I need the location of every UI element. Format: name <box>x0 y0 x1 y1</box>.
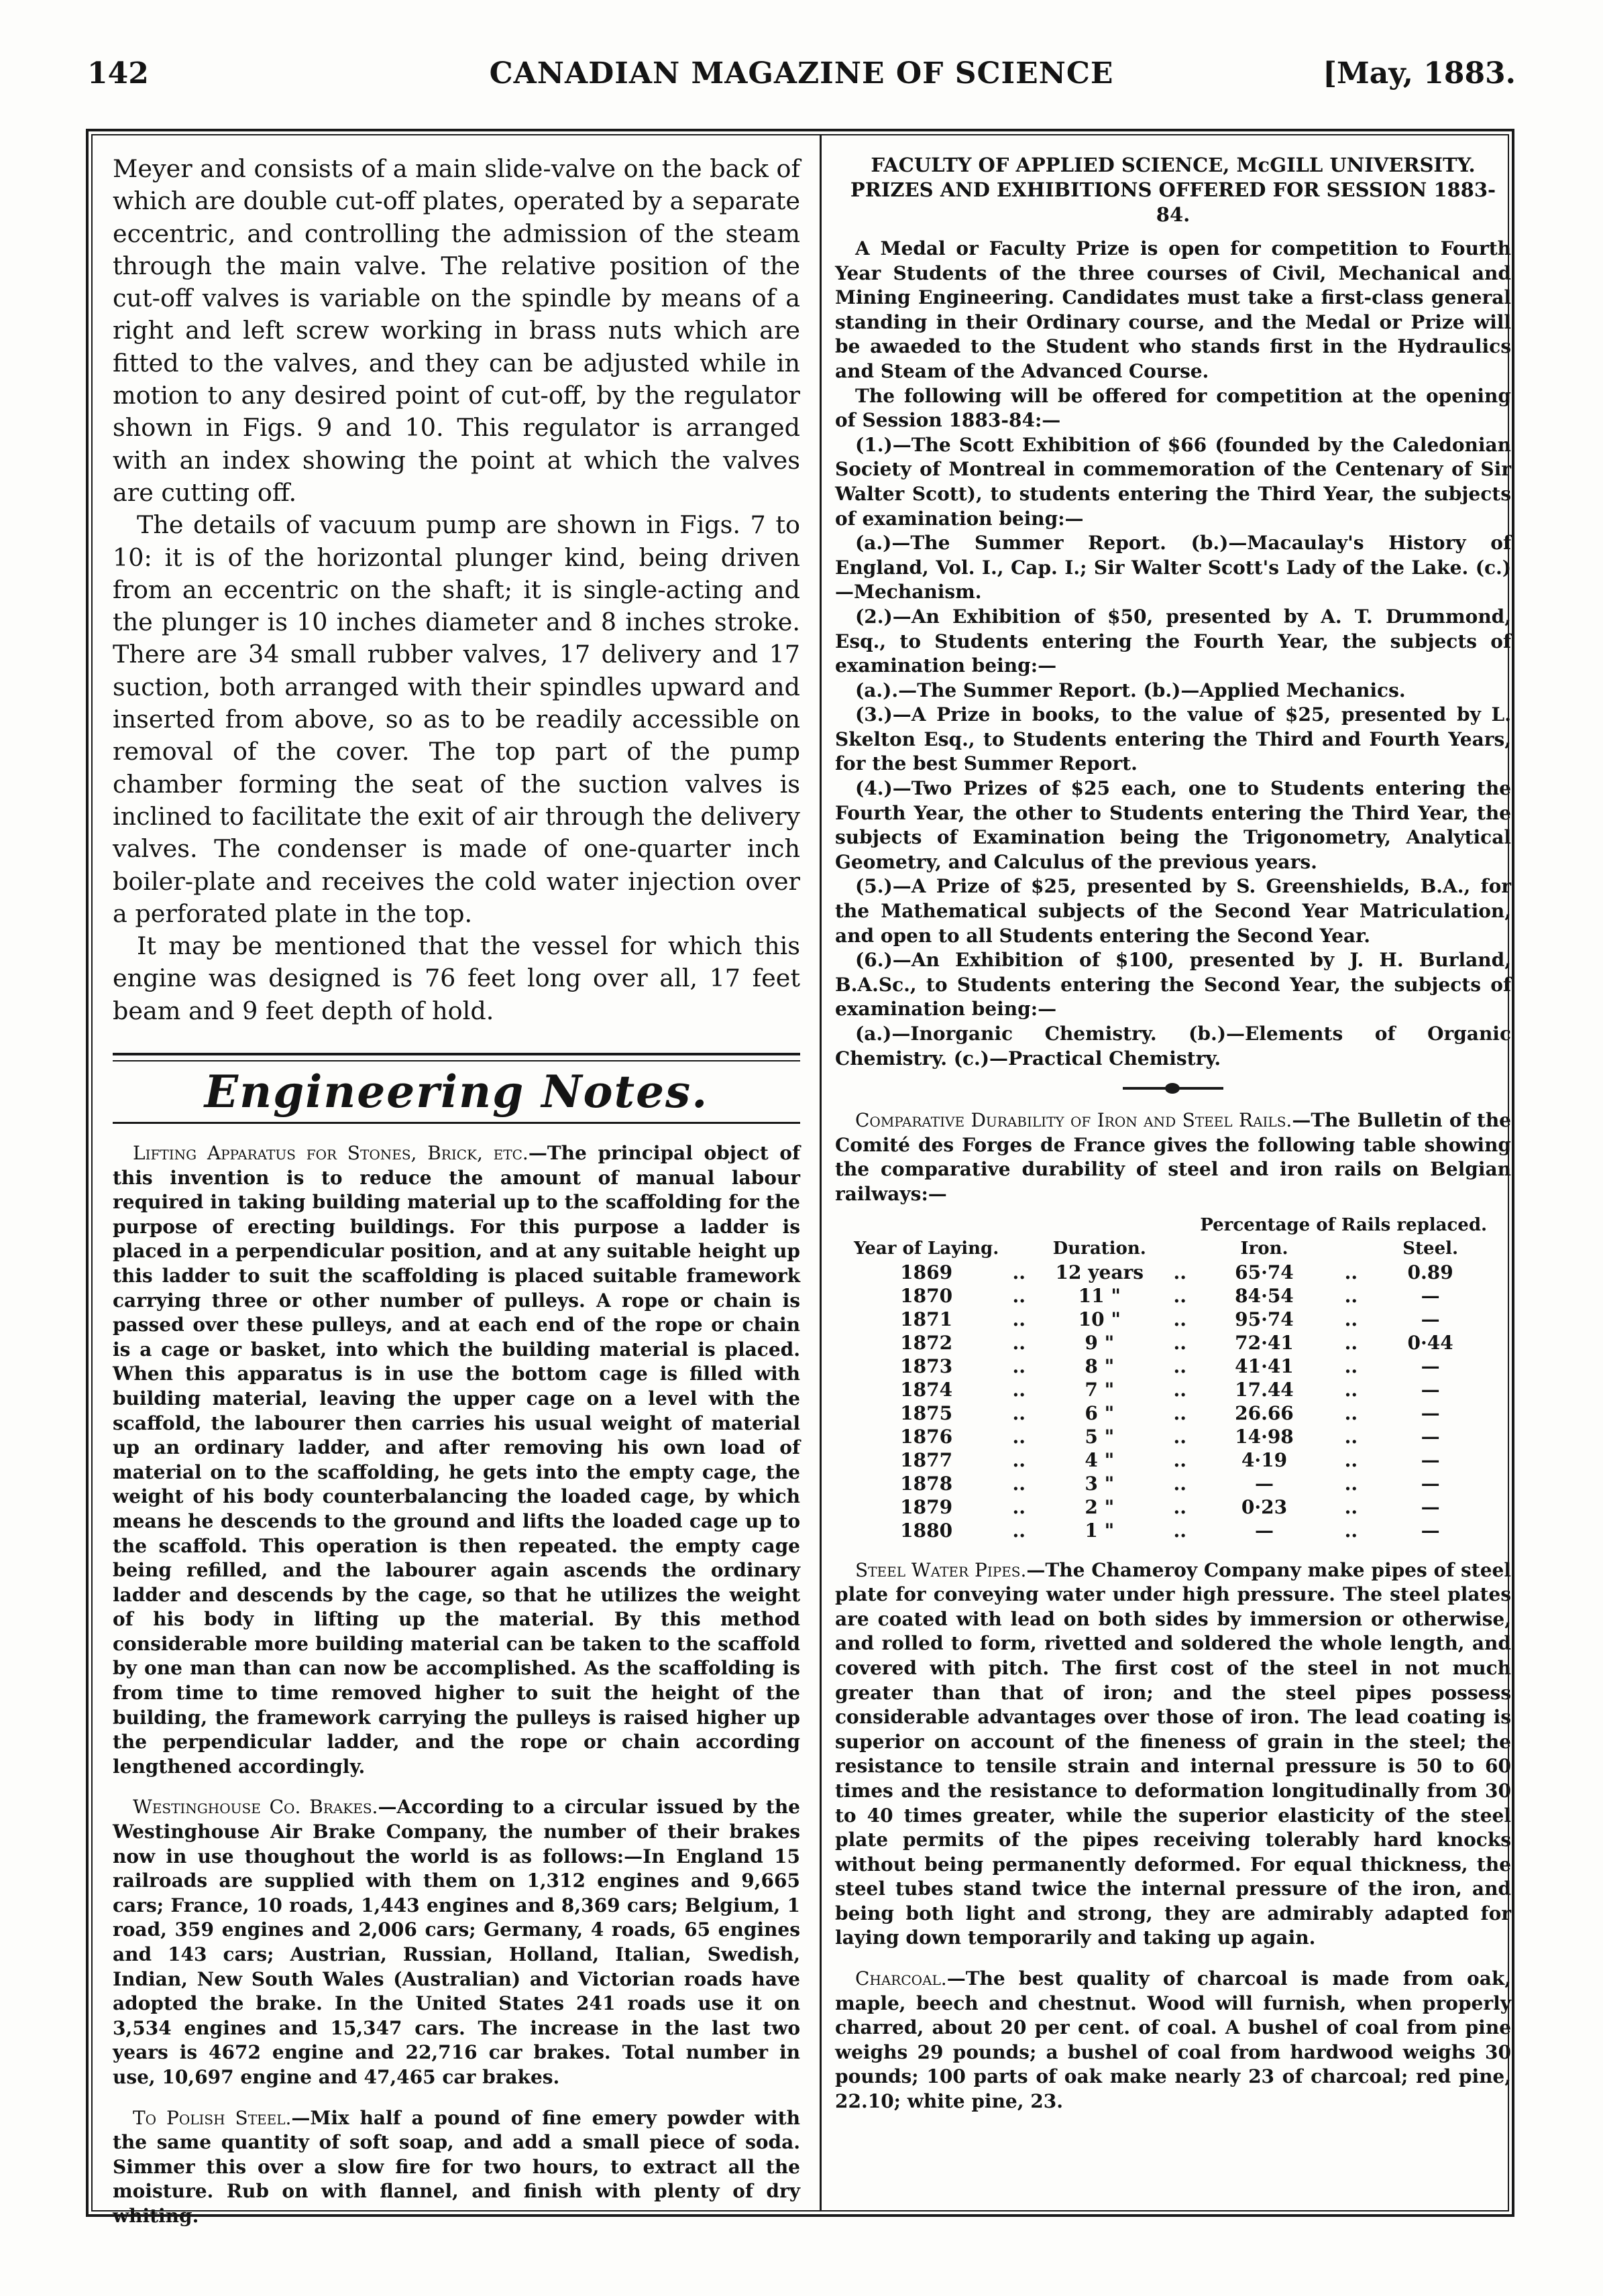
leader-dots: .. <box>1012 1284 1026 1307</box>
cell-year: 1872 <box>900 1331 953 1354</box>
engine-paragraph: The details of vacuum pump are shown in Figs. 7 to 10: it is of the horizontal plunger kind, being driven from an eccentric on the shaft; it is single-acting and the plunger is 10 inches diameter and 8 inches stroke. There are 34 small rubber valves, 17 delivery and 17 suction, both arranged with their spindles upward and inserted from above, so as to be readily accessible on removal of the cover. The top part of the pump chamber forming the seat of the suction valves is inclined to facilitate the exit of air through the delivery valves. The condenser is made of one-quarter inch boiler-plate and receives the cold water injection over a perforated plate in the top. <box>113 510 800 928</box>
journal-title: CANADIAN MAGAZINE OF SCIENCE <box>489 56 1114 91</box>
faculty-paragraph: (1.)—The Scott Exhibition of $66 (founded by the Caledonian Society of Montreal in commemoration of the Centenary of Sir Walter Scott), to students entering the Third Year, the subjects of examination being:— <box>835 433 1511 530</box>
cell-year: 1875 <box>900 1401 953 1424</box>
note-text: —The best quality of charcoal is made from oak, maple, beech and chestnut. Wood will furnish, when properly charred, about 20 per cent. of coal. A bushel of coal from pine weighs 29 pounds; a bushel of coal from hardwood weighs 30 pounds; 100 parts of oak make nearly 23 of charcoal; red pine, 22.10; white pine, 23. <box>835 1967 1511 2113</box>
note-steel-water-pipes <box>835 1558 1511 1951</box>
leader-dots: .. <box>1344 1284 1358 1307</box>
leader-dots: .. <box>1344 1495 1358 1518</box>
note-text: —The Bulletin of the Comité des Forges de France gives the following table showing the comparative durability of steel and iron rails on Belgian railways:— <box>835 1109 1511 1205</box>
leader-dots: .. <box>1012 1308 1026 1330</box>
leader-dots: .. <box>1012 1378 1026 1401</box>
cell-iron: 72·41 <box>1235 1331 1294 1354</box>
cell-iron: 0·23 <box>1241 1495 1288 1518</box>
cell-iron: 84·54 <box>1235 1284 1294 1307</box>
table-row <box>854 1355 1487 1378</box>
pipes-article <box>835 1558 1511 2114</box>
note-polish-steel <box>113 2106 800 2229</box>
faculty-paragraph: (2.)—An Exhibition of $50, presented by A. T. Drummond, Esq., to Students entering the Fourth Year, the subjects of examination being:— <box>835 605 1511 677</box>
issue-date: [May, 1883. <box>1323 56 1516 91</box>
rails-table <box>854 1214 1487 1542</box>
leader-dots: .. <box>1173 1355 1187 1377</box>
note-text: —The principal object of this invention is to reduce the amount of manual labour required in taking building material up to the scaffolding for the purpose of erecting buildings. For this purpose a ladder is placed in a perpendicular position, and at any suitable height up this ladder to suit the scaffolding is placed suitable framework carrying three or other number of pulleys. A rope or chain is passed over these pulleys, and at each end of the rope or chain is a cage or basket, into which the building material is placed. When this apparatus is in use the bottom cage is filled with building material, leaving the upper cage on a level with the scaffold, the labourer then carries his usual weight of material up an ordinary ladder, and after removing his own load of material on to the scaffolding, he gets into the empty cage, the weight of his body counterbalancing the loaded cage, by which means he descends to the ground and lifts the loaded cage up to the scaffold. This operation is then repeated. the empty cage being refilled, and the labourer again ascends the ordinary ladder and descends by the cage, so that he utilizes the weight of his body in lifting up the material. By this method considerable more building material can be taken to the scaffold by one man than can now be accomplished. As the scaffolding is from time to time removed higher to suit the height of the building, the framework carrying the pulleys is raised higher up the perpendicular ladder, and the rope or chain according lengthened accordingly. <box>113 1142 800 1778</box>
faculty-paragraph: A Medal or Faculty Prize is open for competition to Fourth Year Students of the three courses of Civil, Mechanical and Mining Engineering. Candidates must take a first-class general standing in their Ordinary course, and the Medal or Prize will be awaeded to the Student who stands first in the Hydraulics and Steam of the Advanced Course. <box>835 237 1511 382</box>
cell-year: 1880 <box>900 1519 953 1542</box>
faculty-article <box>835 237 1511 1071</box>
left-column <box>113 153 800 2229</box>
leader-dots: .. <box>1173 1519 1187 1542</box>
cell-duration: 4 " <box>1085 1448 1115 1471</box>
cell-iron: 95·74 <box>1235 1308 1294 1330</box>
leader-dots: .. <box>1344 1378 1358 1401</box>
leader-dots: .. <box>1173 1425 1187 1448</box>
cell-duration: 10 " <box>1078 1308 1121 1330</box>
cell-steel: 0.89 <box>1407 1261 1453 1283</box>
cell-steel: — <box>1421 1448 1440 1471</box>
faculty-paragraph: (a.)—The Summer Report. (b.)—Macaulay's History of England, Vol. I., Cap. I.; Sir Walter Scott's Lady of the Lake. (c.)—Mechanism. <box>835 532 1511 604</box>
running-head <box>87 54 1516 94</box>
table-row <box>854 1308 1487 1331</box>
leader-dots: .. <box>1344 1355 1358 1377</box>
cell-steel: — <box>1421 1284 1440 1307</box>
cell-year: 1869 <box>900 1261 953 1283</box>
cell-duration: 3 " <box>1085 1472 1115 1495</box>
faculty-paragraph: (4.)—Two Prizes of $25 each, one to Students entering the Fourth Year, the other to Students entering the Third Year, the subjects of Examination being the Trigonometry, Analytical Geometry, and Calculus of the previous years. <box>835 777 1511 873</box>
cell-iron: 26.66 <box>1235 1401 1294 1424</box>
page-number: 142 <box>87 56 149 91</box>
engine-paragraph: It may be mentioned that the vessel for which this engine was designed is 76 feet long over all, 17 feet beam and 9 feet depth of hold. <box>113 931 800 1025</box>
cell-steel: — <box>1421 1495 1440 1518</box>
note-heading: Lifting Apparatus for Stones, Brick, etc. <box>133 1142 529 1165</box>
table-row <box>854 1472 1487 1495</box>
table-row <box>854 1261 1487 1284</box>
col-group-header: Percentage of Rails replaced. <box>1200 1214 1488 1235</box>
faculty-paragraph: (a.).—The Summer Report. (b.)—Applied Mechanics. <box>855 679 1406 701</box>
note-westinghouse <box>113 1795 800 2089</box>
cell-duration: 7 " <box>1085 1378 1115 1401</box>
right-column <box>835 153 1511 2114</box>
leader-dots: .. <box>1344 1519 1358 1542</box>
leader-dots: .. <box>1012 1261 1026 1283</box>
faculty-paragraph: The following will be offered for competition at the opening of Session 1883-84:— <box>835 384 1511 432</box>
table-row <box>854 1519 1487 1542</box>
leader-dots: .. <box>1173 1331 1187 1354</box>
faculty-heading: FACULTY OF APPLIED SCIENCE, McGILL UNIVERSITY. PRIZES AND EXHIBITIONS OFFERED FOR SESSION 1883-84. <box>850 154 1496 226</box>
cell-iron: 41·41 <box>1235 1355 1294 1377</box>
note-lifting-apparatus <box>113 1141 800 1779</box>
note-heading: Steel Water Pipes. <box>855 1558 1027 1581</box>
leader-dots: .. <box>1012 1401 1026 1424</box>
cell-iron: 14·98 <box>1235 1425 1294 1448</box>
leader-dots: .. <box>1173 1308 1187 1330</box>
engineering-notes <box>113 1141 800 2229</box>
cell-steel: — <box>1421 1401 1440 1424</box>
faculty-paragraph: (a.)—Inorganic Chemistry. (b.)—Elements of Organic Chemistry. (c.)—Practical Chemistry. <box>835 1023 1511 1070</box>
rails-intro <box>835 1108 1511 1206</box>
col-header-iron: Iron. <box>1240 1238 1288 1259</box>
cell-duration: 12 years <box>1055 1261 1144 1283</box>
table-row <box>854 1495 1487 1519</box>
note-text: —Mix half a pound of fine emery powder with the same quantity of soft soap, and add a small piece of soda. Simmer this over a slow fire for two hours, to extract all the moisture. Rub on with flannel, and finish with plenty of dry whiting. <box>113 2106 800 2227</box>
rails-article <box>835 1108 1511 1206</box>
engine-article <box>113 153 800 1027</box>
table-row <box>854 1331 1487 1355</box>
note-heading: To Polish Steel. <box>133 2106 292 2129</box>
table-row <box>854 1378 1487 1401</box>
cell-duration: 6 " <box>1085 1401 1115 1424</box>
cell-steel: — <box>1421 1308 1440 1330</box>
note-text: —According to a circular issued by the Westinghouse Air Brake Company, the number of their brakes now in use thoughout the world is as follows:—In England 15 railroads are supplied with them on 1,312 engines and 9,665 cars; France, 10 roads, 1,443 engines and 8,369 cars; Belgium, 1 road, 359 engines and 2,006 cars; Germany, 4 roads, 65 engines and 143 cars; Austrian, Russian, Holland, Italian, Swedish, Indian, New South Wales (Australian) and Victorian roads have adopted the brake. In the United States 241 roads use it on 3,534 engines and 15,347 cars. The increase in the last two years is 4672 engine and 22,716 car brakes. Total number in use, 10,697 engine and 47,465 car brakes. <box>113 1796 800 2088</box>
col-header-steel: Steel. <box>1402 1238 1459 1259</box>
leader-dots: .. <box>1012 1519 1026 1542</box>
note-charcoal <box>835 1967 1511 2114</box>
column-divider <box>820 134 822 2212</box>
cell-steel: — <box>1421 1519 1440 1542</box>
cell-steel: — <box>1421 1425 1440 1448</box>
cell-iron: 17.44 <box>1235 1378 1294 1401</box>
leader-dots: .. <box>1173 1378 1187 1401</box>
cell-year: 1878 <box>900 1472 953 1495</box>
leader-dots: .. <box>1012 1331 1026 1354</box>
cell-steel: 0·44 <box>1407 1331 1453 1354</box>
separator-ornament <box>1123 1087 1223 1090</box>
cell-iron: — <box>1254 1519 1274 1542</box>
cell-duration: 8 " <box>1085 1355 1115 1377</box>
leader-dots: .. <box>1344 1425 1358 1448</box>
faculty-paragraph: (6.)—An Exhibition of $100, presented by J. H. Burland, B.A.Sc., to Students entering the Second Year, the subjects of examination being:— <box>835 949 1511 1021</box>
note-heading: Westinghouse Co. Brakes. <box>133 1796 378 1819</box>
engine-paragraph: Meyer and consists of a main slide-valve on the back of which are double cut-off plates, operated by a separate eccentric, and controlling the admission of the steam through the main valve. The relative position of the cut-off valves is variable on the spindle by means of a right and left screw working in brass nuts which are fitted to the valves, and they can be adjusted while in motion to any desired point of cut-off, by the regulator shown in Figs. 9 and 10. This regulator is arranged with an index showing the point at which the valves are cutting off. <box>113 154 800 507</box>
cell-duration: 9 " <box>1085 1331 1115 1354</box>
cell-steel: — <box>1421 1472 1440 1495</box>
cell-steel: — <box>1421 1355 1440 1377</box>
leader-dots: .. <box>1012 1425 1026 1448</box>
cell-iron: 65·74 <box>1235 1261 1294 1283</box>
cell-duration: 1 " <box>1085 1519 1115 1542</box>
leader-dots: .. <box>1173 1472 1187 1495</box>
leader-dots: .. <box>1344 1308 1358 1330</box>
col-header-year: Year of Laying. <box>854 1238 999 1259</box>
leader-dots: .. <box>1344 1472 1358 1495</box>
table-row <box>854 1401 1487 1425</box>
leader-dots: .. <box>1173 1448 1187 1471</box>
leader-dots: .. <box>1012 1448 1026 1471</box>
leader-dots: .. <box>1012 1355 1026 1377</box>
faculty-paragraph: (3.)—A Prize in books, to the value of $25, presented by L. Skelton Esq., to Students entering the Third and Fourth Years, for the best Summer Report. <box>835 703 1511 775</box>
faculty-paragraph: (5.)—A Prize of $25, presented by S. Greenshields, B.A., for the Mathematical subjects of the Second Year Matriculation, and open to all Students entering the Second Year. <box>835 875 1511 947</box>
cell-year: 1876 <box>900 1425 953 1448</box>
cell-year: 1879 <box>900 1495 953 1518</box>
table-row <box>854 1448 1487 1472</box>
leader-dots: .. <box>1344 1448 1358 1471</box>
leader-dots: .. <box>1344 1261 1358 1283</box>
cell-duration: 2 " <box>1085 1495 1115 1518</box>
note-text: —The Chameroy Company make pipes of steel plate for conveying water under high pressure. The steel plates are coated with lead on both sides by immersion or otherwise, and rolled to form, rivetted and soldered the whole length, and covered with pitch. The first cost of the steel in not much greater than that of iron; and the steel pipes possess considerable advantages over those of iron. The lead coating is superior on account of the fineness of grain in the steel; the resistance to tensile strain and internal pressure is 50 to 60 times and the resistance to deformation longitudinally from 30 to 40 times greater, while the superior elasticity of the steel plate permits of the pipes receiving tolerably hard knocks without being permanently deformed. For equal thickness, the steel tubes stand twice the internal pressure of the iron, and being both light and strong, they are admirably adapted for laying down temporarily and taking up again. <box>835 1558 1511 1949</box>
section-rule <box>113 1053 800 1061</box>
table-row <box>854 1284 1487 1308</box>
note-heading: Comparative Durability of Iron and Steel Rails. <box>855 1109 1292 1132</box>
leader-dots: .. <box>1012 1472 1026 1495</box>
cell-duration: 5 " <box>1085 1425 1115 1448</box>
table-row <box>854 1425 1487 1448</box>
rails-header-row <box>854 1237 1487 1261</box>
cell-iron: — <box>1254 1472 1274 1495</box>
cell-year: 1877 <box>900 1448 953 1471</box>
leader-dots: .. <box>1173 1261 1187 1283</box>
section-title: Engineering Notes. <box>204 1066 709 1118</box>
note-heading: Charcoal. <box>855 1967 947 1990</box>
leader-dots: .. <box>1012 1495 1026 1518</box>
cell-duration: 11 " <box>1078 1284 1121 1307</box>
rails-group-header-row <box>854 1214 1487 1237</box>
cell-year: 1871 <box>900 1308 953 1330</box>
cell-year: 1873 <box>900 1355 953 1377</box>
leader-dots: .. <box>1173 1495 1187 1518</box>
cell-year: 1870 <box>900 1284 953 1307</box>
leader-dots: .. <box>1344 1401 1358 1424</box>
leader-dots: .. <box>1173 1401 1187 1424</box>
cell-steel: — <box>1421 1378 1440 1401</box>
leader-dots: .. <box>1173 1284 1187 1307</box>
col-header-duration: Duration. <box>1052 1238 1146 1259</box>
leader-dots: .. <box>1344 1331 1358 1354</box>
cell-iron: 4·19 <box>1241 1448 1288 1471</box>
cell-year: 1874 <box>900 1378 953 1401</box>
